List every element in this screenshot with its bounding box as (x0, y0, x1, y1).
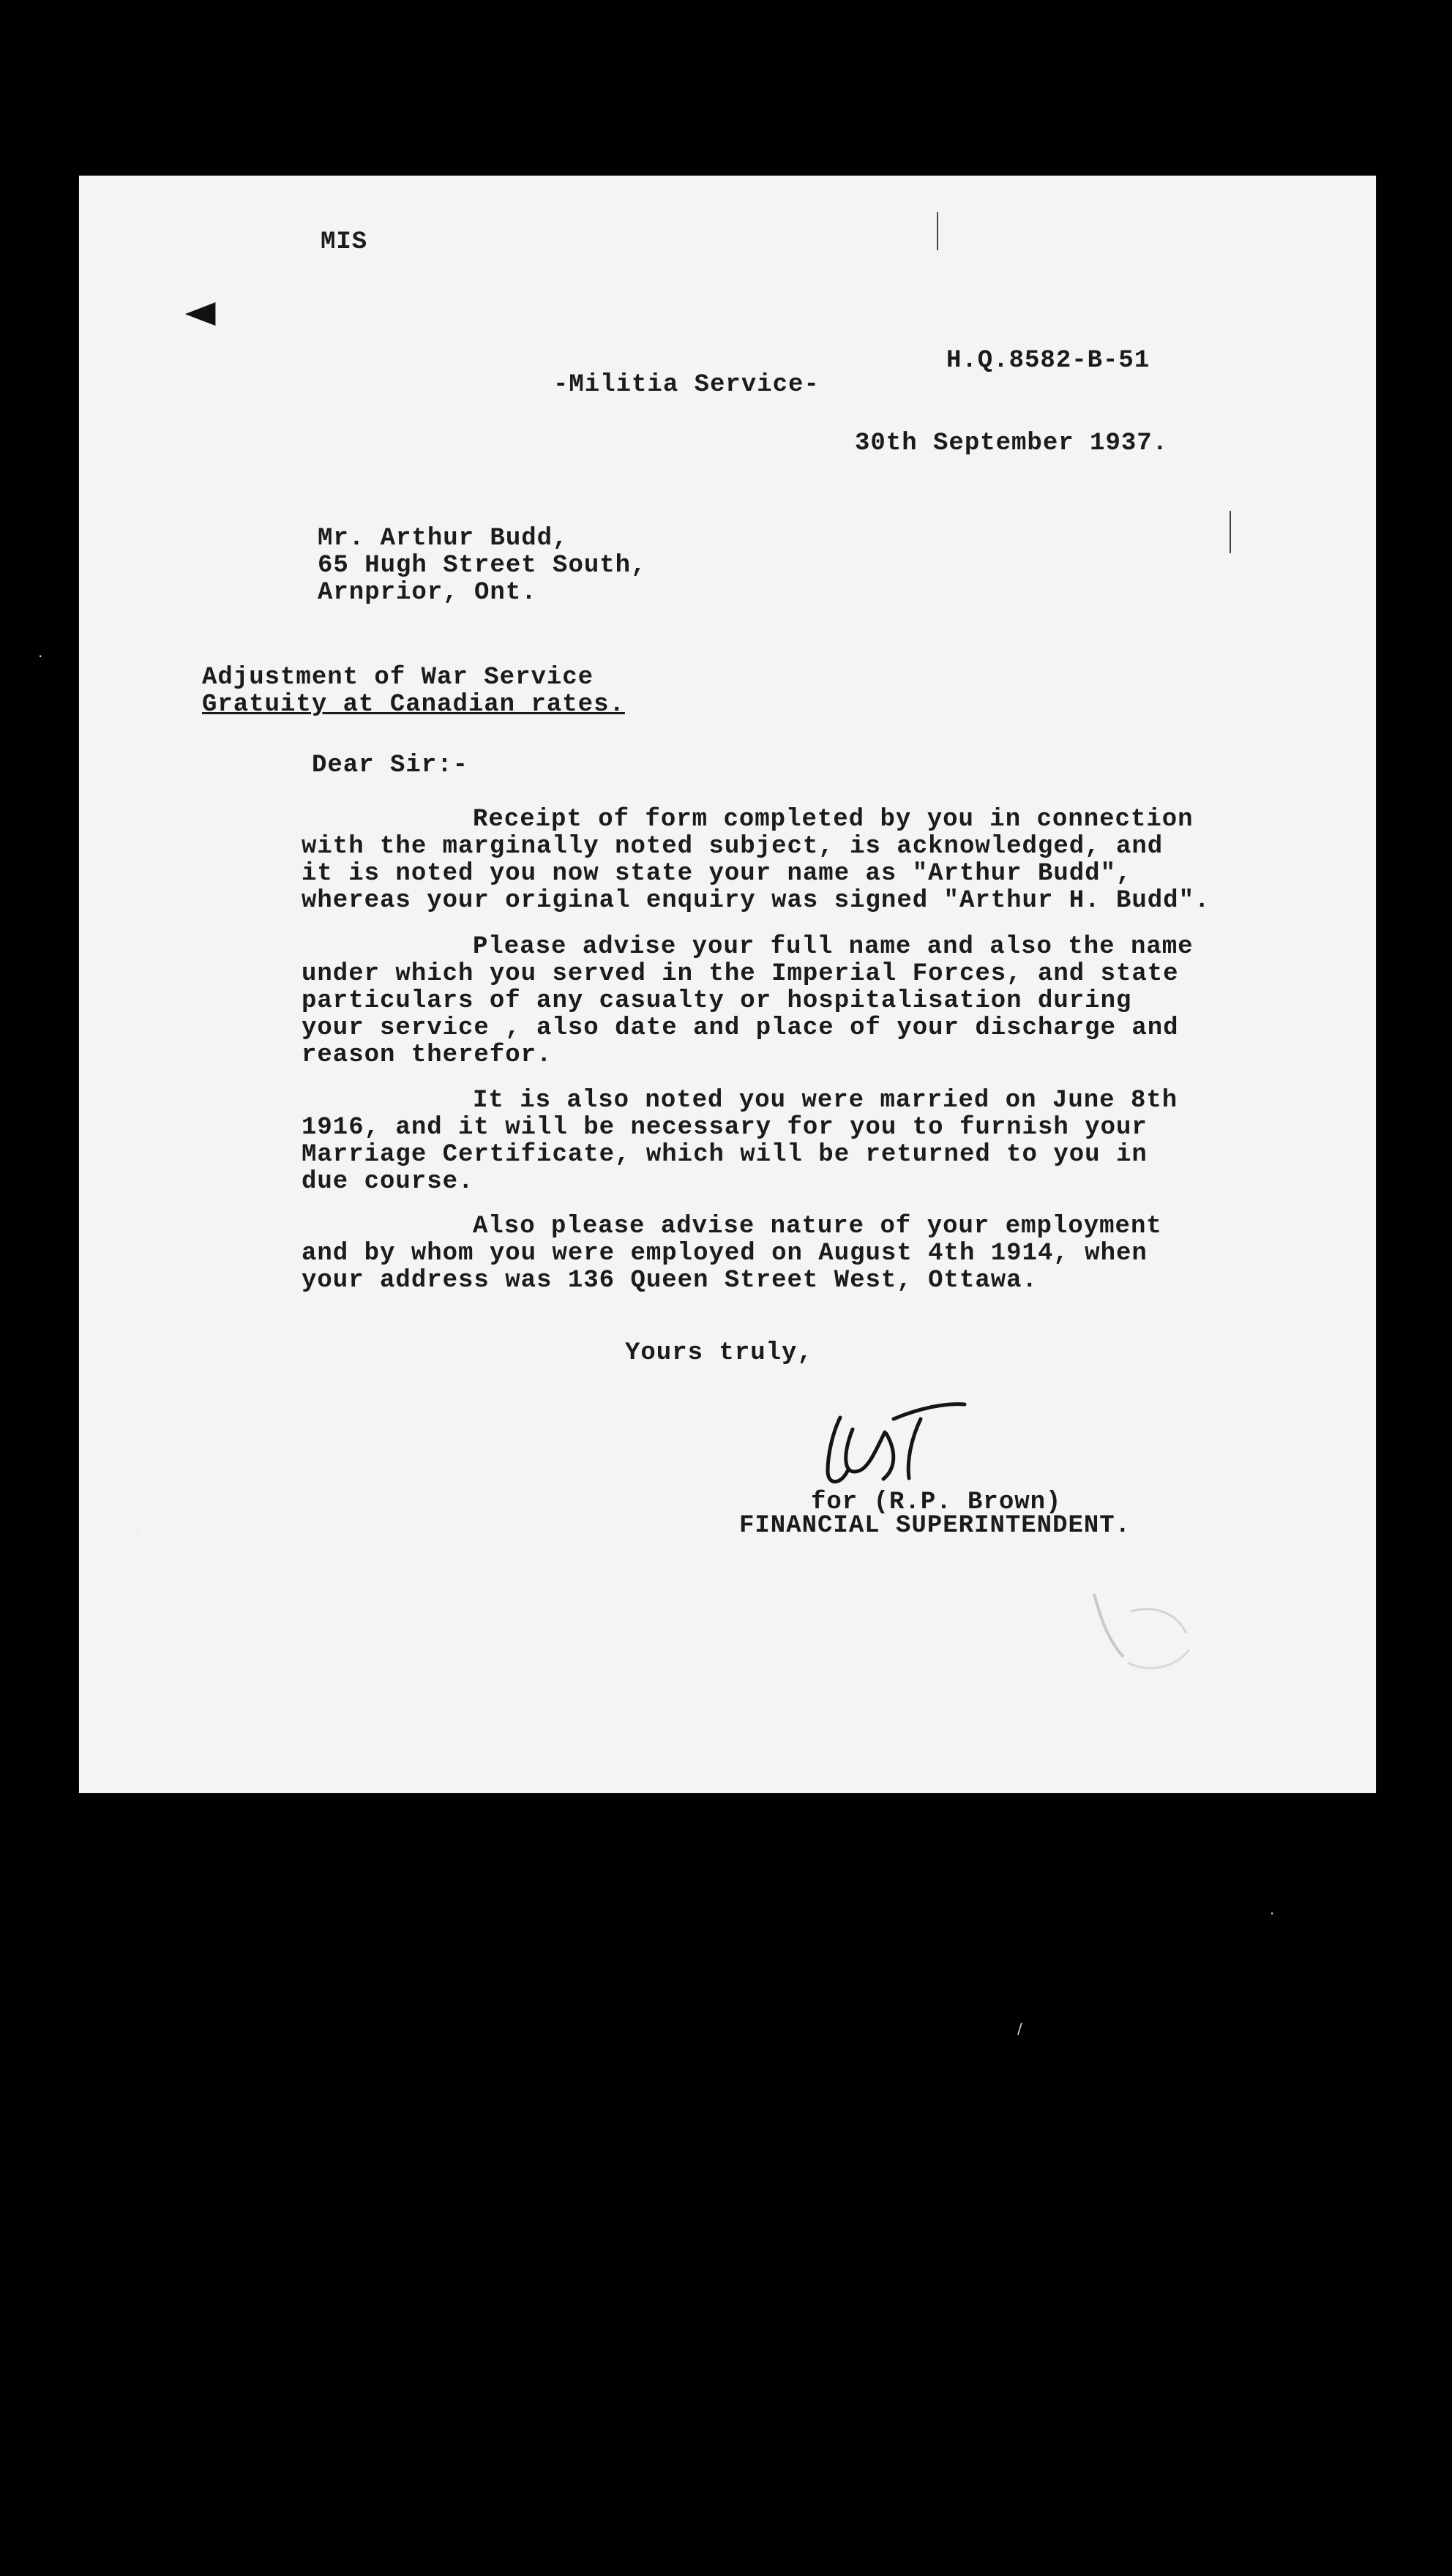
paragraph-line: your service , also date and place of your discharge and (302, 1014, 1179, 1042)
paragraph-line: Receipt of form completed by you in connection (473, 806, 1194, 834)
scan-speck: · (1270, 1905, 1275, 1922)
scan-speck: / (1017, 2020, 1022, 2037)
subject-block (202, 664, 625, 719)
salutation: Dear Sir:- (312, 752, 469, 779)
file-number: H.Q.8582-B-51 (946, 347, 1150, 375)
letter-page (79, 176, 1376, 1793)
service-heading: -Militia Service- (553, 371, 820, 399)
scan-speck: · (135, 1522, 141, 1540)
paragraph-3 (302, 1087, 1178, 1196)
closing: Yours truly, (625, 1339, 813, 1367)
margin-mark (1230, 511, 1231, 553)
margin-mark (937, 212, 938, 250)
recipient-address (318, 525, 646, 607)
paragraph-line: reason therefor. (302, 1041, 553, 1069)
paragraph-1 (302, 806, 1210, 915)
paragraph-line: 1916, and it will be necessary for you to furnish your (302, 1114, 1148, 1142)
paragraph-line: it is noted you now state your name as "Arthur Budd", (302, 860, 1132, 888)
paragraph-line: under which you served in the Imperial Forces, and state (302, 960, 1179, 988)
letter-date: 30th September 1937. (855, 430, 1169, 457)
subject-line-2: Gratuity at Canadian rates. (202, 691, 625, 719)
top-mark: MIS (321, 228, 368, 256)
signatory: for (R.P. Brown) (811, 1489, 1062, 1516)
signatory-title: FINANCIAL SUPERINTENDENT. (739, 1512, 1131, 1540)
paragraph-line: Marriage Certificate, which will be returned to you in (302, 1141, 1148, 1169)
recipient-street: 65 Hugh Street South, (318, 552, 647, 580)
scan-speck: · (38, 648, 43, 665)
left-arrow-icon: ◀ (184, 293, 216, 329)
paragraph-line: Please advise your full name and also the name (473, 933, 1194, 961)
paragraph-line: due course. (302, 1168, 474, 1196)
handwritten-signature (815, 1394, 968, 1493)
paragraph-line: particulars of any casualty or hospitalisation during (302, 987, 1132, 1015)
paragraph-line: your address was 136 Queen Street West, Ottawa. (302, 1267, 1038, 1295)
paragraph-line: and by whom you were employed on August 4th 1914, when (302, 1240, 1148, 1268)
subject-line-1: Adjustment of War Service (202, 664, 594, 692)
faded-stamp (1085, 1581, 1202, 1690)
recipient-name: Mr. Arthur Budd, (318, 525, 569, 553)
recipient-city: Arnprior, Ont. (318, 579, 537, 607)
paragraph-line: Also please advise nature of your employment (473, 1213, 1162, 1240)
paragraph-line: It is also noted you were married on June 8th (473, 1087, 1178, 1115)
paragraph-line: whereas your original enquiry was signed "Arthur H. Budd". (302, 887, 1210, 915)
paragraph-4 (302, 1213, 1162, 1295)
paragraph-line: with the marginally noted subject, is acknowledged, and (302, 833, 1164, 861)
paragraph-2 (302, 934, 1194, 1069)
